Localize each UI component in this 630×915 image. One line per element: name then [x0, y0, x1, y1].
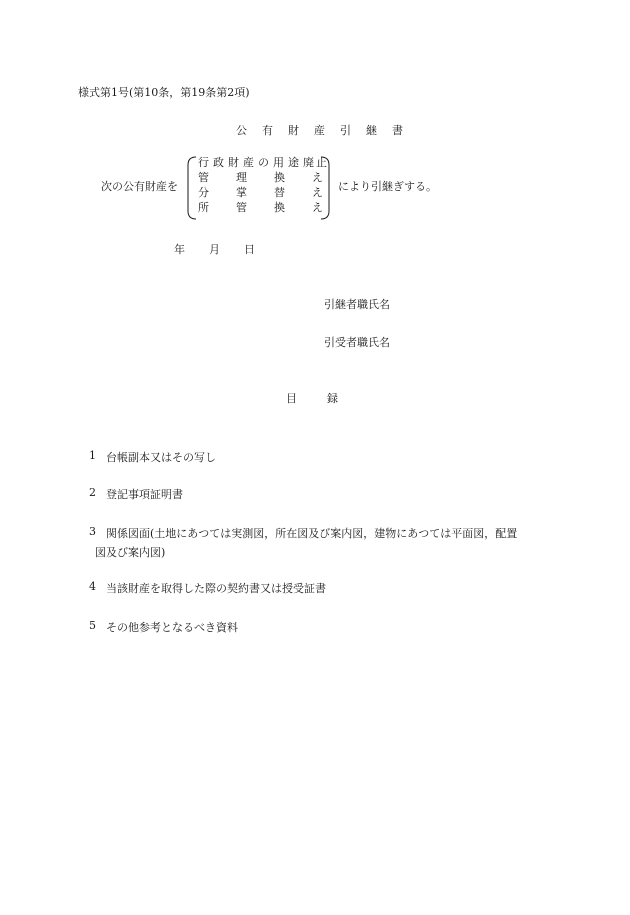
form-number: 様式第1号(第10条，第19条第2項) [78, 86, 250, 99]
option-char: 掌 [236, 186, 247, 199]
option-char: 止 [316, 156, 327, 169]
option-char: 政 [213, 156, 224, 169]
list-item-number: 5 [89, 619, 96, 632]
transfer-tail-text: により引継ぎする。 [338, 180, 437, 193]
option-char: の [258, 156, 269, 169]
option-char: 替 [274, 186, 285, 199]
list-item-text: 関係図面(土地にあつては実測図，所在図及び案内図，建物にあつては平面図，配置 [106, 527, 518, 540]
transferee-name-label: 引受者職氏名 [324, 336, 390, 349]
transferor-name-label: 引継者職氏名 [324, 298, 390, 311]
list-item-number: 4 [89, 580, 96, 593]
option-abolish-use [198, 156, 327, 170]
option-char: 所 [198, 201, 209, 214]
date-year-label: 年 [174, 243, 185, 256]
document-title: 公有財産引継書 [236, 124, 418, 137]
option-char: 分 [198, 186, 209, 199]
date-line [174, 241, 255, 257]
left-bracket [188, 157, 196, 219]
list-item-text: 登記事項証明書 [106, 488, 183, 501]
date-month-label: 月 [209, 243, 220, 256]
option-char: 管 [198, 171, 209, 184]
list-item-continuation: 図及び案内図) [95, 546, 166, 559]
list-item-text: 当該財産を取得した際の契約書又は授受証書 [106, 582, 326, 595]
option-char: 換 [274, 171, 285, 184]
option-char: 行 [198, 156, 209, 169]
option-char: 産 [243, 156, 254, 169]
option-division-change [198, 186, 322, 200]
list-item-number: 1 [89, 449, 96, 462]
list-item-number: 2 [89, 486, 96, 499]
option-char: 用 [273, 156, 284, 169]
option-char: え [312, 171, 323, 184]
option-char: 管 [236, 201, 247, 214]
date-day-label: 日 [244, 243, 255, 256]
option-char: 理 [236, 171, 247, 184]
list-item-number: 3 [89, 525, 96, 538]
option-char: 財 [228, 156, 239, 169]
option-char: 途 [288, 156, 299, 169]
option-jurisdiction-change [198, 201, 322, 215]
inventory-heading: 目録 [286, 392, 368, 405]
list-item-text: 台帳副本又はその写し [106, 451, 216, 464]
option-char: 換 [274, 201, 285, 214]
option-char: え [312, 201, 323, 214]
option-management-change [198, 171, 322, 185]
option-char: 廃 [303, 156, 314, 169]
option-char: え [312, 186, 323, 199]
transfer-lead-text: 次の公有財産を [101, 180, 178, 193]
list-item-text: その他参考となるべき資料 [106, 621, 238, 634]
